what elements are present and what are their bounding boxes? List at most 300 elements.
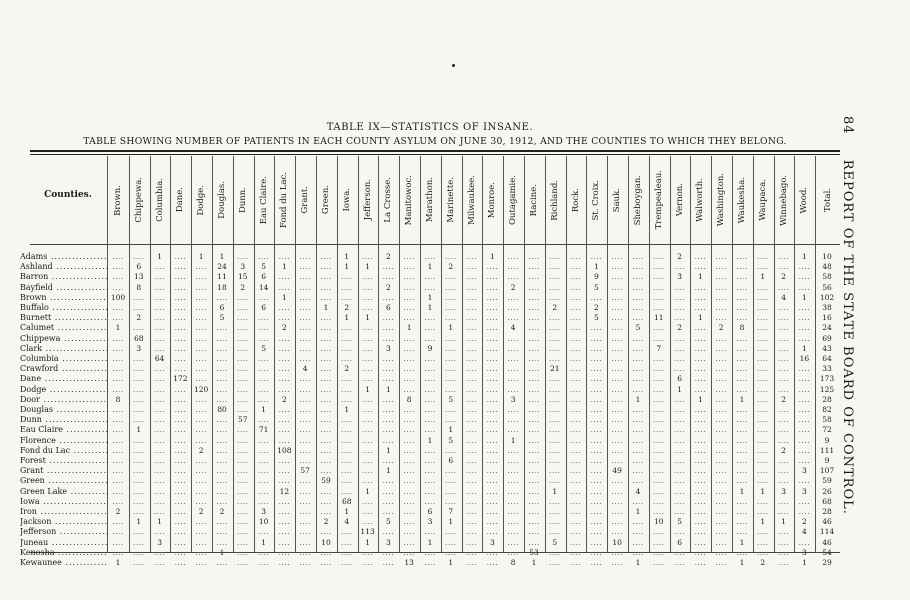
table-cell <box>108 487 128 497</box>
table-cell <box>586 487 606 497</box>
table-cell <box>150 364 170 374</box>
table-cell: 2 <box>240 282 246 292</box>
table-cell <box>649 538 669 548</box>
table-cell <box>524 354 544 364</box>
table-cell <box>794 405 814 415</box>
table-cell <box>233 252 253 262</box>
table-cell: 1 <box>365 537 370 547</box>
table-cell <box>524 262 544 272</box>
column-header-brown <box>108 160 128 240</box>
table-cell <box>108 517 128 527</box>
table-cell <box>212 497 232 507</box>
table-cell: 1 <box>698 313 703 323</box>
table-cell <box>129 548 149 558</box>
column-header-label: Marathon. <box>425 177 435 223</box>
table-cell <box>337 436 357 446</box>
table-cell <box>482 395 502 405</box>
table-cell <box>420 374 440 384</box>
table-cell <box>524 364 544 374</box>
table-cell: 6 <box>261 272 266 282</box>
table-cell <box>482 456 502 466</box>
table-cell <box>482 323 502 333</box>
table-cell <box>170 456 190 466</box>
table-cell <box>566 303 586 313</box>
table-cell: 1 <box>635 394 641 404</box>
table-cell <box>566 374 586 384</box>
table-cell <box>690 507 710 517</box>
table-cell: 3 <box>802 547 807 557</box>
table-cell <box>566 323 586 333</box>
table-cell <box>399 252 419 262</box>
table-cell <box>566 507 586 517</box>
table-cell <box>586 456 606 466</box>
column-header-label: Waupaca. <box>757 179 768 221</box>
table-cell <box>732 252 752 262</box>
table-cell <box>337 446 357 456</box>
table-cell <box>753 293 773 303</box>
table-cell <box>212 446 232 456</box>
table-cell <box>150 507 170 517</box>
table-cell <box>670 446 690 456</box>
table-cell <box>732 507 752 517</box>
table-cell <box>295 425 315 435</box>
table-cell <box>337 425 357 435</box>
table-cell <box>690 446 710 456</box>
table-cell <box>649 446 669 456</box>
table-cell: 7 <box>448 507 454 516</box>
table-cell <box>732 497 752 507</box>
table-cell <box>254 354 274 364</box>
table-cell <box>753 323 773 333</box>
table-cell <box>628 415 648 425</box>
table-cell <box>711 283 731 293</box>
table-cell <box>753 252 773 262</box>
table-cell <box>337 272 357 282</box>
table-cell <box>358 374 378 384</box>
table-cell <box>566 436 586 446</box>
table-cell: 49 <box>612 466 622 476</box>
table-cell: 68 <box>134 333 144 343</box>
table-cell <box>212 527 232 537</box>
table-cell <box>254 395 274 405</box>
table-cell <box>108 476 128 486</box>
table-cell <box>129 466 149 476</box>
column-header-wood <box>794 160 814 240</box>
column-header-columbia <box>150 160 170 240</box>
table-cell <box>212 456 232 466</box>
table-cell <box>566 446 586 456</box>
column-header-outagamie <box>503 160 523 240</box>
table-cell <box>358 456 378 466</box>
table-cell <box>566 334 586 344</box>
table-cell: 1 <box>323 303 329 312</box>
table-cell <box>233 446 253 456</box>
table-cell <box>482 334 502 344</box>
table-cell <box>254 323 274 333</box>
table-cell <box>649 487 669 497</box>
table-cell <box>358 272 378 282</box>
table-cell <box>129 364 149 374</box>
table-cell <box>316 466 336 476</box>
table-cell <box>482 415 502 425</box>
column-header-trempealeau <box>649 160 669 240</box>
table-cell <box>150 385 170 395</box>
table-cell <box>295 436 315 446</box>
table-cell <box>254 446 274 456</box>
table-cell <box>649 262 669 272</box>
table-cell <box>316 456 336 466</box>
table-cell <box>732 548 752 558</box>
table-cell <box>378 436 398 446</box>
row-total: 10 <box>822 252 832 261</box>
table-cell <box>212 476 232 486</box>
table-cell: 24 <box>217 262 227 272</box>
table-cell <box>607 558 627 568</box>
table-cell <box>274 436 294 446</box>
table-cell <box>545 405 565 415</box>
table-cell <box>108 527 128 537</box>
table-cell <box>295 395 315 405</box>
table-cell: 1 <box>802 252 807 261</box>
table-cell: 1 <box>677 384 682 394</box>
table-cell <box>129 507 149 517</box>
row-county-label: Burnett ..... <box>20 313 108 323</box>
table-cell <box>462 558 482 568</box>
table-cell <box>524 497 544 507</box>
table-cell <box>649 466 669 476</box>
table-cell <box>295 476 315 486</box>
table-cell <box>191 272 211 282</box>
table-cell <box>482 313 502 323</box>
table-cell <box>233 385 253 395</box>
table-cell <box>212 323 232 333</box>
column-header-label: Trempealeau. <box>653 170 664 230</box>
table-cell <box>482 466 502 476</box>
table-cell <box>129 303 149 313</box>
table-cell: 1 <box>490 252 495 261</box>
table-cell <box>295 374 315 384</box>
table-cell <box>191 344 211 354</box>
table-cell: 3 <box>677 272 682 282</box>
table-cell: 2 <box>344 303 350 312</box>
table-cell <box>170 527 190 537</box>
table-cell <box>212 466 232 476</box>
column-header-label: Green. <box>321 185 331 215</box>
row-county-label: Dodge ..... <box>20 385 108 395</box>
table-cell <box>108 436 128 446</box>
table-cell <box>441 487 461 497</box>
table-cell <box>774 344 794 354</box>
table-cell <box>108 313 128 323</box>
table-cell <box>441 313 461 323</box>
row-county-label: Calumet ..... <box>20 323 108 333</box>
table-cell <box>670 456 690 466</box>
table-cell <box>711 262 731 272</box>
table-cell: 2 <box>781 272 786 282</box>
table-cell <box>420 354 440 364</box>
table-cell <box>191 323 211 333</box>
table-cell <box>545 344 565 354</box>
table-cell <box>399 293 419 303</box>
table-cell <box>420 364 440 374</box>
table-cell: 6 <box>219 303 225 312</box>
column-header-st-croix <box>586 160 606 240</box>
table-cell <box>774 303 794 313</box>
table-cell <box>108 456 128 466</box>
table-cell <box>732 303 752 313</box>
table-cell <box>545 466 565 476</box>
table-cell <box>607 262 627 272</box>
table-cell: 5 <box>448 435 454 445</box>
table-cell: 2 <box>781 394 786 404</box>
table-cell <box>420 334 440 344</box>
table-cell <box>420 313 440 323</box>
table-cell <box>191 487 211 497</box>
table-cell <box>503 466 523 476</box>
table-cell <box>628 425 648 435</box>
table-cell <box>524 476 544 486</box>
table-cell <box>670 344 690 354</box>
table-cell <box>337 487 357 497</box>
table-cell <box>607 272 627 282</box>
table-cell <box>150 334 170 344</box>
table-cell <box>274 334 294 344</box>
table-cell <box>753 334 773 344</box>
table-cell <box>545 293 565 303</box>
table-cell: 2 <box>386 252 391 261</box>
table-cell: 2 <box>282 394 287 404</box>
table-cell <box>212 364 232 374</box>
table-cell <box>545 517 565 527</box>
table-cell <box>316 252 336 262</box>
table-cell <box>794 283 814 293</box>
row-total: 59 <box>822 476 832 486</box>
row-county-label: Brown ..... <box>20 293 108 303</box>
table-cell <box>690 476 710 486</box>
table-cell: 53 <box>529 547 539 557</box>
table-cell: 1 <box>157 517 162 527</box>
table-cell <box>462 476 482 486</box>
row-total: 64 <box>822 354 832 363</box>
table-cell <box>337 395 357 405</box>
table-cell <box>774 538 794 548</box>
table-cell <box>358 497 378 507</box>
column-header-label: Racine. <box>529 183 539 217</box>
table-cell <box>191 374 211 384</box>
table-cell <box>607 487 627 497</box>
column-header-label: Walworth. <box>695 178 706 222</box>
table-cell <box>316 436 336 446</box>
table-cell: 1 <box>802 292 807 302</box>
table-cell <box>690 283 710 293</box>
table-cell <box>586 354 606 364</box>
column-header-green <box>316 160 336 240</box>
table-cell <box>420 283 440 293</box>
column-header-label: Wood. <box>799 186 810 214</box>
table-cell <box>628 436 648 446</box>
table-cell <box>711 385 731 395</box>
table-cell: 80 <box>217 405 227 414</box>
table-cell <box>794 497 814 507</box>
table-cell <box>170 436 190 446</box>
ink-dot <box>452 64 455 67</box>
table-cell: 10 <box>654 517 664 527</box>
row-total: 26 <box>822 486 832 496</box>
table-cell <box>586 425 606 435</box>
table-cell <box>295 354 315 364</box>
table-cell <box>254 415 274 425</box>
table-cell: 4 <box>344 517 350 527</box>
table-cell <box>774 466 794 476</box>
table-cell: 1 <box>427 262 433 272</box>
table-cell <box>670 262 690 272</box>
table-cell <box>337 538 357 548</box>
table-cell <box>337 334 357 344</box>
table-cell <box>649 507 669 517</box>
table-cell <box>441 466 461 476</box>
table-cell: 15 <box>238 272 248 282</box>
table-cell <box>753 538 773 548</box>
table-cell <box>316 446 336 456</box>
row-total: 43 <box>822 343 832 353</box>
table-cell <box>316 425 336 435</box>
table-cell <box>295 283 315 293</box>
table-cell <box>358 303 378 313</box>
table-cell <box>566 344 586 354</box>
table-cell: 2 <box>718 323 724 333</box>
table-cell: 11 <box>217 272 227 282</box>
table-cell <box>108 364 128 374</box>
table-cell <box>399 487 419 497</box>
table-cell: 7 <box>656 343 662 353</box>
table-cell <box>274 283 294 293</box>
table-cell <box>503 476 523 486</box>
table-cell: 1 <box>386 445 391 455</box>
table-cell: 3 <box>490 537 495 547</box>
table-cell <box>482 283 502 293</box>
table-cell <box>420 425 440 435</box>
table-cell: 1 <box>282 262 287 272</box>
table-cell: 1 <box>261 537 266 547</box>
row-county-label: Iron ..... <box>20 507 108 517</box>
table-cell <box>441 364 461 374</box>
table-cell: 59 <box>321 476 331 486</box>
row-county-label: Kewaunee ..... <box>20 558 108 568</box>
table-cell <box>462 456 482 466</box>
table-cell <box>108 283 128 293</box>
table-cell <box>274 538 294 548</box>
table-cell <box>358 405 378 415</box>
table-cell <box>732 425 752 435</box>
table-cell <box>233 303 253 313</box>
table-cell <box>628 313 648 323</box>
table-cell <box>607 283 627 293</box>
table-cell <box>378 476 398 486</box>
table-cell <box>607 456 627 466</box>
table-cell <box>753 436 773 446</box>
table-cell: 5 <box>261 262 266 272</box>
table-cell <box>503 313 523 323</box>
table-cell <box>794 476 814 486</box>
table-cell <box>566 272 586 282</box>
table-cell <box>711 517 731 527</box>
table-cell <box>711 272 731 282</box>
table-cell <box>316 313 336 323</box>
table-cell <box>566 313 586 323</box>
table-cell <box>732 364 752 374</box>
table-cell <box>711 303 731 313</box>
table-cell <box>378 487 398 497</box>
table-cell <box>711 364 731 374</box>
table-cell <box>233 293 253 303</box>
table-cell <box>295 303 315 313</box>
table-cell: 1 <box>365 486 370 496</box>
table-cell <box>545 334 565 344</box>
table-cell <box>607 517 627 527</box>
table-cell <box>441 385 461 395</box>
table-cell <box>462 272 482 282</box>
table-cell <box>462 354 482 364</box>
table-cell <box>170 272 190 282</box>
table-cell <box>254 476 274 486</box>
table-cell <box>150 415 170 425</box>
table-cell <box>462 436 482 446</box>
table-cell <box>129 487 149 497</box>
table-cell <box>254 436 274 446</box>
table-cell <box>358 548 378 558</box>
table-cell <box>378 364 398 374</box>
table-cell: 1 <box>698 272 703 282</box>
table-cell <box>566 517 586 527</box>
table-cell <box>191 293 211 303</box>
column-header-douglas <box>212 160 232 240</box>
table-cell <box>108 334 128 344</box>
column-header-label: Richland. <box>549 179 560 221</box>
table-cell <box>150 293 170 303</box>
table-cell <box>316 283 336 293</box>
table-cell <box>670 364 690 374</box>
table-cell <box>254 527 274 537</box>
table-cell <box>129 538 149 548</box>
table-cell <box>129 293 149 303</box>
table-cell <box>378 527 398 537</box>
table-cell <box>628 272 648 282</box>
row-county-label: Green ..... <box>20 476 108 486</box>
column-header-marinette <box>441 160 461 240</box>
table-cell <box>462 517 482 527</box>
table-cell <box>420 446 440 456</box>
table-cell: 1 <box>198 252 204 261</box>
table-cell: 2 <box>323 517 329 527</box>
table-cell: 5 <box>448 394 454 404</box>
table-cell <box>503 334 523 344</box>
row-total: 107 <box>819 466 835 476</box>
table-cell <box>711 293 731 303</box>
table-cell <box>649 415 669 425</box>
table-cell <box>607 415 627 425</box>
table-cell: 57 <box>300 466 310 476</box>
table-cell <box>108 538 128 548</box>
table-cell <box>524 538 544 548</box>
table-cell <box>462 487 482 497</box>
table-cell <box>295 334 315 344</box>
table-cell <box>503 385 523 395</box>
table-cell <box>358 364 378 374</box>
table-cell <box>524 303 544 313</box>
table-cell <box>295 405 315 415</box>
table-cell: 68 <box>342 496 352 506</box>
table-cell <box>753 415 773 425</box>
